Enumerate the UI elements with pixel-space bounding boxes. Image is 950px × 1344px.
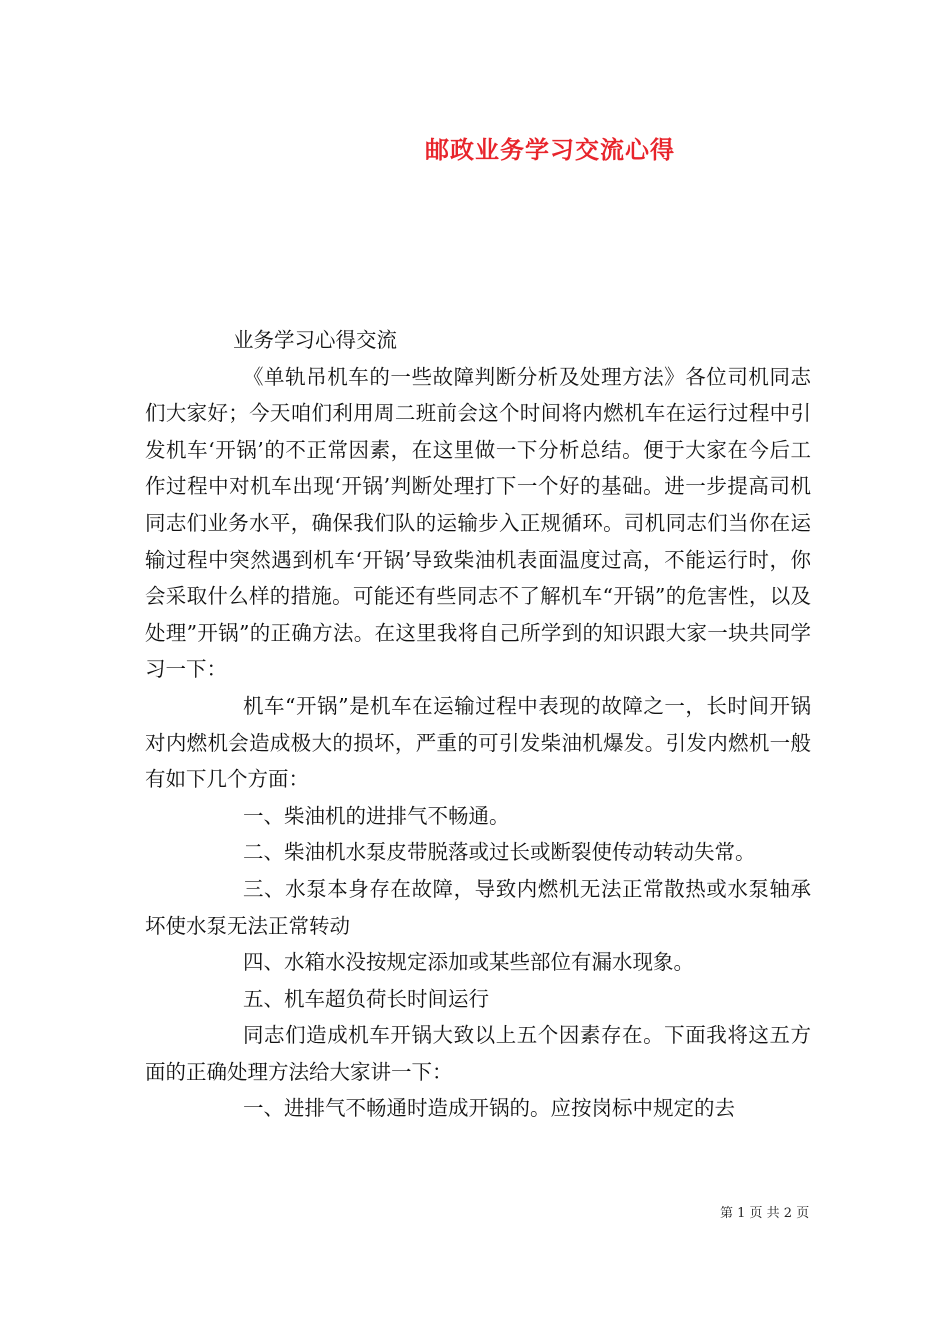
paragraph: 机车“开锅”是机车在运输过程中表现的故障之一，长时间开锅对内燃机会造成极大的损坏，严重的可引发柴油机爆发。引发内燃机一般有如下几个方面： (145, 693, 811, 792)
list-item: 四、水箱水没按规定添加或某些部位有漏水现象。 (243, 950, 694, 975)
list-item: 一、柴油机的进排气不畅通。 (243, 803, 510, 828)
list-item: 三、水泵本身存在故障，导致内燃机无法正常散热或水泵轴承坏使水泵无法正常转动 (145, 876, 811, 938)
paragraph: 同志们造成机车开锅大致以上五个因素存在。下面我将这五方面的正确处理方法给大家讲一下： (145, 1023, 811, 1084)
list-item: 二、柴油机水泵皮带脱落或过长或断裂使传动转动失常。 (243, 840, 756, 865)
page-number-footer: 第 1 页 共 2 页 (720, 1206, 810, 1221)
subheading: 业务学习心得交流 (233, 328, 397, 352)
paragraph: 《单轨吊机车的一些故障判断分析及处理方法》各位司机同志们大家好；今天咱们利用周二班前会这个时间将内燃机车在运行过程中引发机车‘开锅’的不正常因素，在这里做一下分析总结。便于大家在今后工作过程中对机车出现‘开锅’判断处理打下一个好的基础。进一步提高司机同志们业务水平，确保我们队的运输步入正规循环。司机同志们当你在运输过程中突然遇到机车‘开锅’导致柴油机表面温度过高，不能运行时，你会采取什么样的措施。可能还有些同志不了解机车“开锅”的危害性，以及处理”开锅”的正确方法。在这里我将自己所学到的知识跟大家一块共同学习一下： (145, 364, 811, 682)
list-item: 五、机车超负荷长时间运行 (243, 986, 489, 1011)
document-title: 邮政业务学习交流心得 (425, 135, 675, 164)
document-body (145, 322, 811, 1127)
paragraph: 一、进排气不畅通时造成开锅的。应按岗标中规定的去 (243, 1096, 735, 1121)
